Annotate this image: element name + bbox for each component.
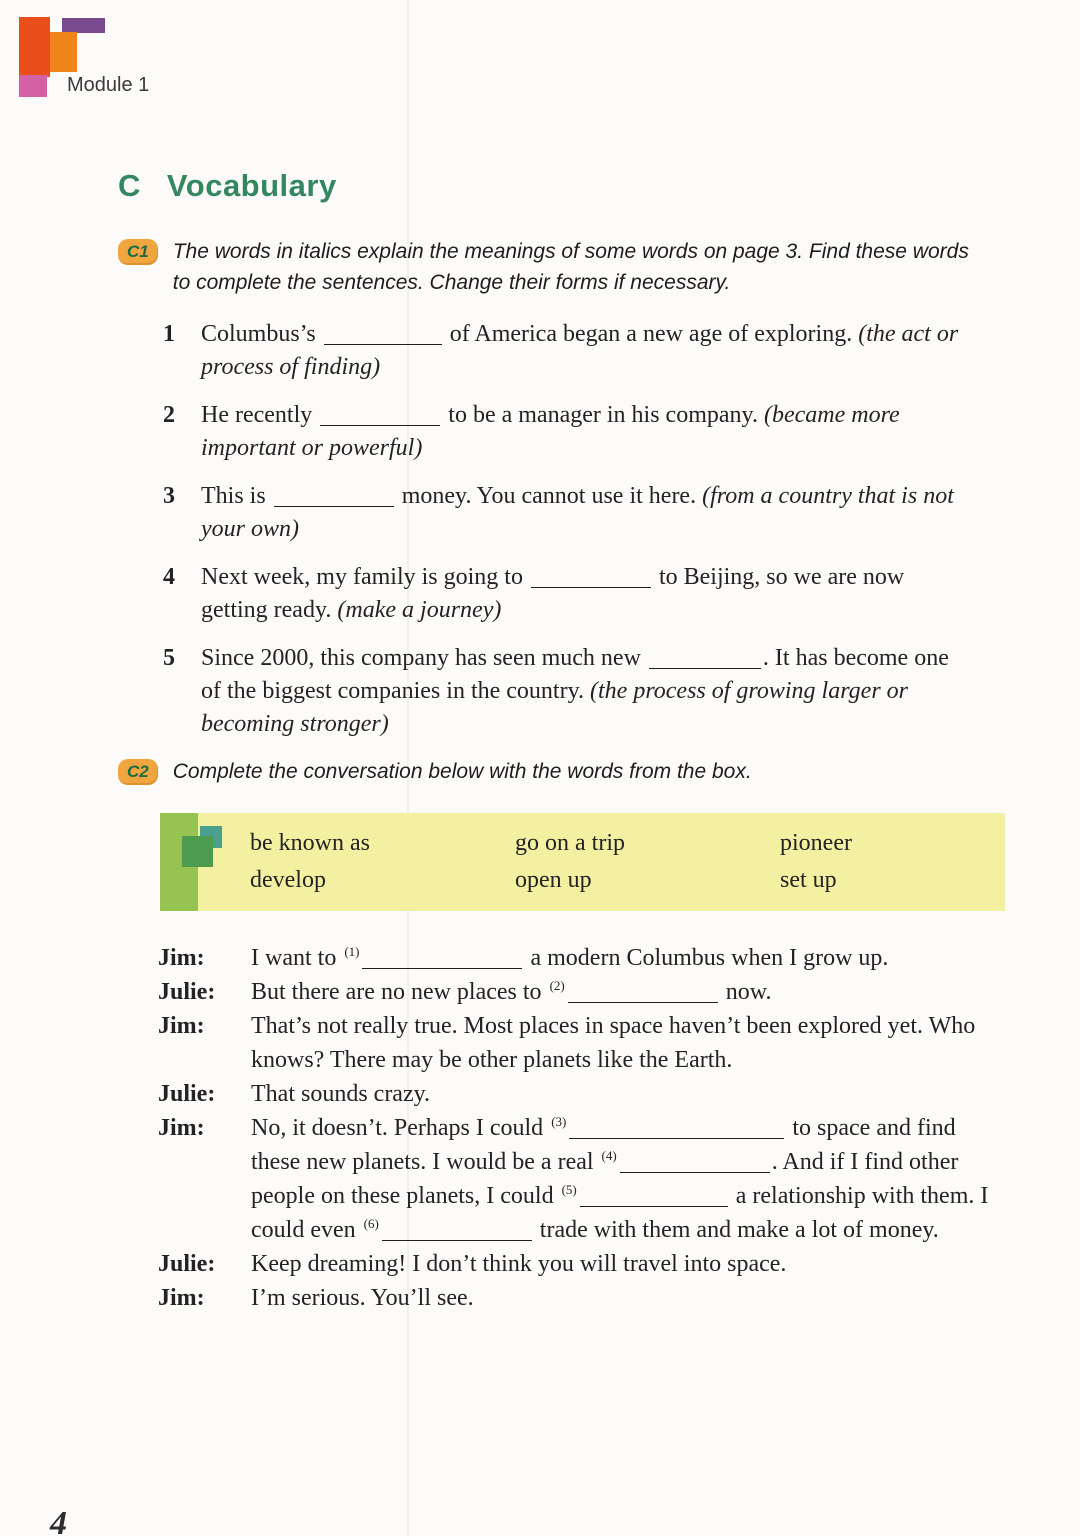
text-segment: I want to [251, 945, 343, 971]
text-segment: (from a country that is not your own) [201, 483, 954, 542]
answer-blank[interactable] [568, 978, 718, 1003]
page-number: 4 [50, 1505, 67, 1536]
logo-pink-square [19, 75, 47, 97]
item-number: 2 [163, 402, 175, 428]
dialogue-speaker: Julie: [158, 1081, 216, 1107]
text-segment: to Beijing, so we are now getting ready. [201, 564, 905, 623]
answer-blank[interactable] [531, 563, 651, 588]
word-box-column [250, 825, 515, 899]
dialogue-text [251, 1009, 993, 1077]
word-box-column [780, 825, 1045, 899]
text-segment: That sounds crazy. [251, 1081, 431, 1107]
answer-blank[interactable] [362, 944, 522, 969]
text-segment: of America began a new age of exploring. [443, 321, 859, 347]
text-segment: Next week, my family is going to [201, 564, 529, 590]
dialogue-row [158, 1281, 1008, 1315]
dialogue-row [158, 1077, 1008, 1111]
answer-blank[interactable] [320, 401, 440, 426]
text-segment: That’s not really true. Most places in space haven’t been explored yet. Who knows? There may be other planets like the Earth. [251, 1013, 976, 1073]
text-segment: money. You cannot use it here. [395, 483, 703, 509]
dialogue-text [251, 975, 772, 1009]
word-box-word: open up [515, 867, 592, 893]
exercise-c1 [118, 236, 1008, 741]
item-text [201, 318, 966, 384]
exercise-c2 [118, 756, 1008, 1315]
c1-instruction: The words in italics explain the meanings of some words on page 3. Find these words to complete the sentences. Change their forms if necessary. [172, 240, 969, 294]
text-segment: (the process of growing larger or becoming stronger) [201, 678, 909, 737]
dialogue-row [158, 1247, 1008, 1281]
dialogue-speaker: Jim: [158, 1115, 205, 1141]
item-text [201, 480, 966, 546]
text-segment: to space and find these new planets. I would be a real [251, 1115, 956, 1175]
logo-red-square [19, 17, 50, 77]
section-title: Vocabulary [166, 168, 337, 203]
word-box-word: be known as [250, 830, 370, 856]
c1-item [163, 480, 1008, 546]
logo-orange-square [50, 32, 77, 72]
dialogue-speaker: Julie: [158, 979, 216, 1005]
c1-item-list [118, 318, 1008, 741]
dialogue-speaker: Julie: [158, 1251, 216, 1277]
dialogue-speaker: Jim: [158, 945, 205, 971]
text-segment: Since 2000, this company has seen much new [201, 645, 647, 671]
word-box-words [250, 825, 1045, 899]
dialogue-row [158, 1111, 1008, 1247]
dialogue-text [251, 1077, 430, 1111]
section-heading [118, 168, 1008, 204]
answer-blank[interactable] [580, 1182, 728, 1207]
item-number: 4 [163, 564, 175, 590]
word-box [160, 813, 1005, 911]
answer-blank[interactable] [569, 1114, 784, 1139]
text-segment: trade with them and make a lot of money. [533, 1217, 939, 1243]
dialogue-row [158, 941, 1008, 975]
answer-blank[interactable] [649, 644, 761, 669]
blank-marker: (4) [601, 1148, 617, 1163]
section-letter: C [118, 168, 141, 203]
dialogue-text [251, 1111, 993, 1247]
exercise-badge-c2: C2 [118, 759, 158, 785]
blank-marker: (3) [551, 1114, 567, 1129]
item-number: 1 [163, 321, 175, 347]
text-segment: (make a journey) [337, 597, 502, 623]
text-segment: (the act or process of finding) [201, 321, 959, 380]
module-label: Module 1 [67, 74, 150, 96]
c2-instruction: Complete the conversation below with the words from the box. [172, 760, 752, 783]
logo-purple-square [62, 18, 105, 33]
item-text [201, 642, 966, 741]
text-segment: . It has become one of the biggest companies in the country. [201, 645, 949, 704]
text-segment: But there are no new places to [251, 979, 548, 1005]
c1-item [163, 399, 1008, 465]
word-box-word: develop [250, 867, 326, 893]
c1-item [163, 642, 1008, 741]
c1-item [163, 318, 1008, 384]
dialogue [158, 941, 1008, 1315]
blank-marker: (5) [561, 1182, 577, 1197]
blank-marker: (2) [549, 978, 565, 993]
text-segment: a modern Columbus when I grow up. [524, 945, 889, 971]
dialogue-text [251, 1281, 474, 1315]
blank-marker: (6) [363, 1216, 379, 1231]
text-segment: Columbus’s [201, 321, 322, 347]
answer-blank[interactable] [274, 482, 394, 507]
deco-dark-green-square [182, 836, 213, 867]
dialogue-row [158, 1009, 1008, 1077]
dialogue-row [158, 975, 1008, 1009]
text-segment: He recently [201, 402, 319, 428]
dialogue-text [251, 941, 888, 975]
text-segment: No, it doesn’t. Perhaps I could [251, 1115, 550, 1141]
answer-blank[interactable] [620, 1148, 770, 1173]
c1-item [163, 561, 1008, 627]
dialogue-speaker: Jim: [158, 1013, 205, 1039]
answer-blank[interactable] [382, 1216, 532, 1241]
text-segment: . And if I find other people on these planets, I could [251, 1149, 959, 1209]
text-segment: now. [719, 979, 772, 1005]
word-box-word: pioneer [780, 830, 852, 856]
word-box-word: go on a trip [515, 830, 625, 856]
item-number: 3 [163, 483, 175, 509]
blank-marker: (1) [344, 944, 360, 959]
answer-blank[interactable] [324, 320, 442, 345]
exercise-badge-c1: C1 [118, 239, 158, 265]
text-segment: to be a manager in his company. [442, 402, 764, 428]
text-segment: (became more important or powerful) [201, 402, 900, 461]
dialogue-speaker: Jim: [158, 1285, 205, 1311]
item-text [201, 561, 966, 627]
text-segment: Keep dreaming! I don’t think you will travel into space. [251, 1251, 787, 1277]
text-segment: I’m serious. You’ll see. [251, 1285, 474, 1311]
text-segment: This is [201, 483, 272, 509]
item-number: 5 [163, 645, 175, 671]
dialogue-text [251, 1247, 786, 1281]
item-text [201, 399, 966, 465]
word-box-word: set up [780, 867, 837, 893]
page-content [118, 168, 1008, 1315]
text-segment: a relationship with them. I could even [251, 1183, 989, 1243]
word-box-column [515, 825, 780, 899]
